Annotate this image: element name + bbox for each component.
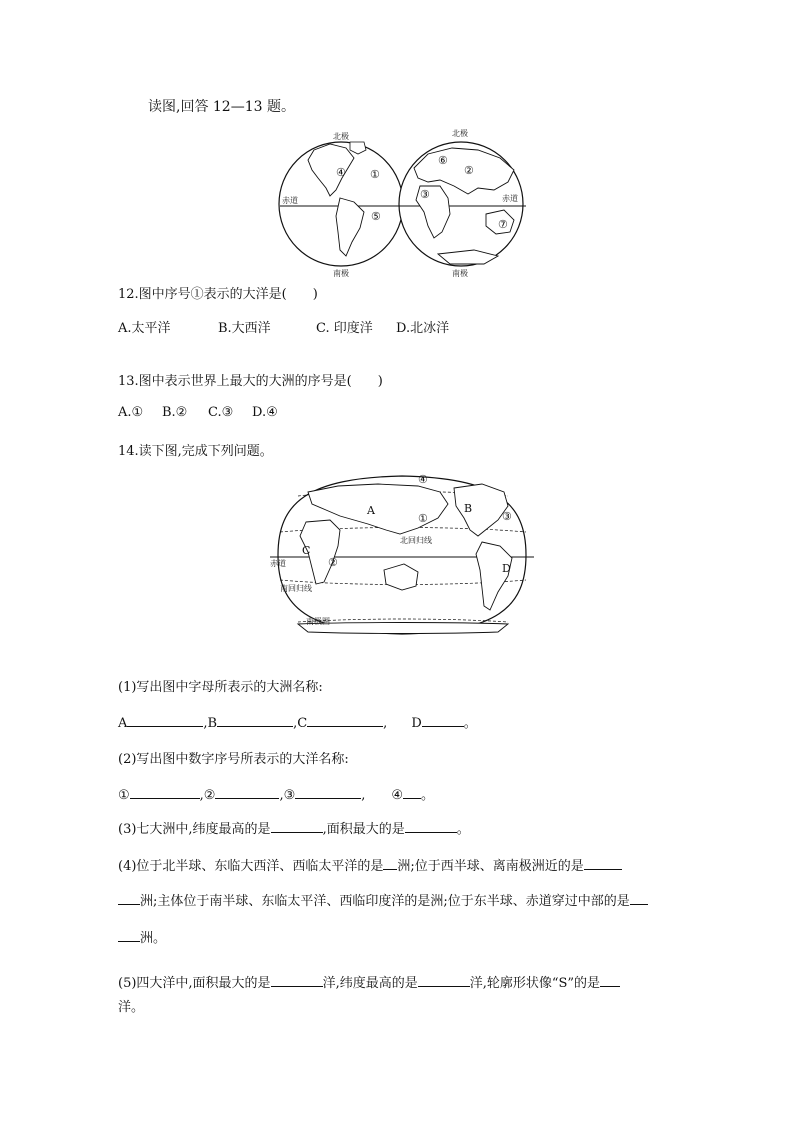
sub5-line-1 [118, 972, 620, 991]
equator-right-label: 赤道 [502, 194, 518, 203]
sub3-text-1: (3)七大洲中,纬度最高的是 [118, 822, 271, 837]
sub2-n3-blank[interactable] [295, 786, 361, 799]
sub4-blank-4a[interactable] [630, 892, 648, 905]
q13-option-b[interactable]: B.② [162, 405, 188, 420]
world-map [268, 472, 536, 638]
sub2-n1-blank[interactable] [130, 786, 200, 799]
sub1-d-blank[interactable] [422, 714, 464, 727]
sub5-blank-1[interactable] [271, 974, 323, 987]
sub3-blank-1[interactable] [271, 820, 323, 833]
continent-letter-a: A [367, 504, 375, 517]
sub1-c-label: ,C [293, 716, 308, 731]
q13-option-c[interactable]: C.③ [208, 405, 234, 420]
sub4-line-1 [118, 855, 622, 874]
sub1-comma: , [383, 716, 388, 731]
q12-option-c[interactable]: C. 印度洋 [316, 321, 373, 336]
sub1-b-blank[interactable] [217, 714, 293, 727]
sub1-c-blank[interactable] [307, 714, 383, 727]
sub4-text-1: (4)位于北半球、东临大西洋、西临太平洋的是 [118, 859, 384, 874]
q13-option-a[interactable]: A.① [118, 405, 144, 420]
continent-number-2: ② [464, 164, 474, 177]
sub2-n4-label: ④ [391, 788, 404, 803]
continent-letter-c: C [302, 544, 311, 557]
sub4-blank-2a[interactable] [584, 857, 622, 870]
sub1-answers-row [118, 712, 477, 731]
sub5-blank-2[interactable] [418, 974, 470, 987]
equator-left-label: 赤道 [282, 196, 298, 205]
continent-number-5: ⑤ [371, 210, 381, 223]
sub4-blank-2b[interactable] [118, 892, 140, 905]
sub2-prompt: (2)写出图中数字序号所表示的大洋名称: [118, 752, 349, 767]
q12-option-b[interactable]: B.大西洋 [218, 321, 271, 336]
sub1-a-blank[interactable] [127, 714, 203, 727]
ocean-number-1: ① [370, 168, 380, 181]
south-pole-left-label: 南极 [333, 269, 349, 278]
ocean-number-7: ⑦ [498, 218, 508, 231]
sub2-n4-blank[interactable] [403, 786, 421, 799]
sub5-text-1: (5)四大洋中,面积最大的是 [118, 976, 271, 991]
continent-letter-b: B [464, 502, 473, 515]
sub2-answers-row [118, 784, 434, 803]
sub2-n2-blank[interactable] [215, 786, 279, 799]
ocean-number-3-map: ③ [502, 510, 512, 523]
continent-number-6: ⑥ [438, 154, 448, 167]
sub2-end: 。 [421, 788, 435, 803]
tropic-cancer-label: 北回归线 [400, 536, 432, 545]
q13-option-d[interactable]: D.④ [252, 405, 278, 420]
sub5-text-2: 洋,纬度最高的是 [322, 976, 418, 991]
ocean-number-3: ③ [420, 188, 430, 201]
ocean-number-1-map: ① [418, 512, 428, 525]
sub4-blank-1[interactable] [383, 857, 397, 870]
ocean-number-2-map: ② [328, 556, 338, 569]
q12-option-a[interactable]: A.太平洋 [118, 321, 171, 336]
map-equator-label: 赤道 [270, 559, 286, 568]
sub3-text-2: ,面积最大的是 [322, 822, 405, 837]
sub4-line-3 [118, 927, 166, 946]
q12-option-d[interactable]: D.北冰洋 [396, 321, 450, 336]
sub3-blank-2[interactable] [405, 820, 457, 833]
ocean-number-4-map: ④ [418, 473, 428, 486]
sub2-n2-label: ,② [199, 788, 216, 803]
sub1-end: 。 [463, 716, 477, 731]
intro-text: 读图,回答 12—13 题。 [148, 99, 295, 115]
sub1-prompt: (1)写出图中字母所表示的大洲名称: [118, 680, 323, 695]
sub2-n3-label: ,③ [279, 788, 296, 803]
sub2-comma: , [361, 788, 366, 803]
q12-stem: 12.图中序号①表示的大洋是( ) [118, 287, 318, 302]
continent-letter-d: D [502, 562, 511, 575]
sub5-text-4: 洋。 [118, 1000, 145, 1015]
sub5-line-2 [118, 996, 144, 1015]
sub3-text-3: 。 [456, 822, 470, 837]
sub5-text-3: 洋,轮廓形状像“S”的是 [469, 976, 601, 991]
sub4-line-2 [118, 890, 648, 909]
south-pole-right-label: 南极 [452, 269, 468, 278]
continent-number-4: ④ [336, 166, 346, 179]
sub1-b-label: ,B [203, 716, 218, 731]
sub1-d-label: D [411, 716, 422, 731]
antarctic-circle-label: 南极圈 [306, 617, 330, 626]
sub4-text-2: 洲;位于西半球、离南极洲近的是 [397, 859, 584, 874]
hemispheres-map [278, 128, 528, 278]
sub4-text-4: 洲。 [140, 931, 167, 946]
tropic-capricorn-label: 南回归线 [280, 584, 312, 593]
q14-stem: 14.读下图,完成下列问题。 [118, 444, 273, 459]
north-pole-left-label: 北极 [333, 132, 349, 141]
sub2-n1-label: ① [118, 788, 130, 803]
sub4-text-3: 洲;主体位于南半球、东临太平洋、西临印度洋的是洲;位于东半球、赤道穿过中部的是 [140, 894, 630, 909]
sub5-blank-3a[interactable] [600, 974, 620, 987]
sub1-a-label: A [118, 716, 128, 731]
sub4-blank-4b[interactable] [118, 929, 140, 942]
hemispheres-svg [278, 128, 528, 278]
north-pole-right-label: 北极 [452, 129, 468, 138]
sub3-row [118, 818, 470, 837]
q13-stem: 13.图中表示世界上最大的大洲的序号是( ) [118, 374, 383, 389]
